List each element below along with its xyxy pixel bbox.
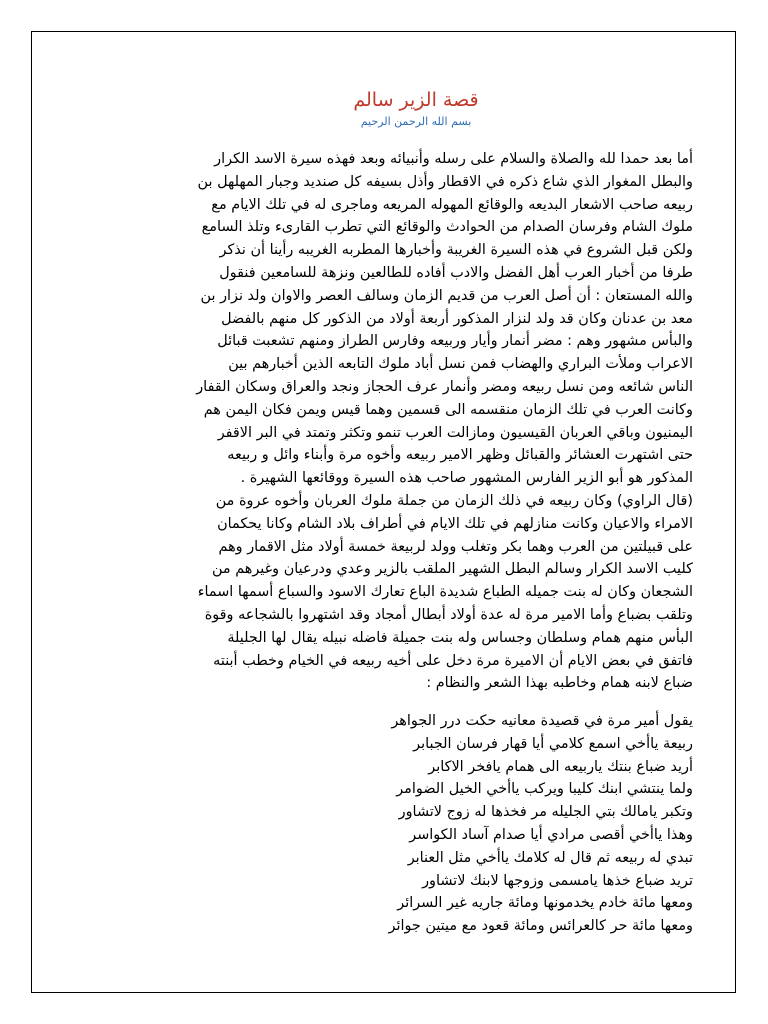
paragraph-line: ضباع لابنه همام وخاطبه بهذا الشعر والنظام : <box>426 675 693 692</box>
paragraph-line: البأس منهم همام وسلطان وجساس وله بنت جميلة فاضله نبيله يقال لها الجليلة <box>227 629 693 646</box>
poem-line: ربيعة ياأخي اسمع كلامي أيا قهار فرسان الجبابر <box>413 735 693 752</box>
paragraph-line: والله المستعان : أن أصل العرب من قديم الزمان وسالف العصر والاوان ولد نزار بن <box>200 287 693 304</box>
paragraph-line: فاتفق في بعض الايام أن الاميرة مرة دخل على أخيه ربيعه في الخيام وخطب أبنته <box>213 652 693 669</box>
poem-block <box>68 710 693 938</box>
paragraph-line: حتى اشتهرت العشائر والقبائل وظهر الامير ربيعه وأخوه مرة وأبناء وائل و ربيعه <box>227 447 693 464</box>
story-paragraph <box>68 148 693 695</box>
poem-line: أريد ضباع بنتك ياربيعه الى همام يافخر الاكابر <box>428 758 693 775</box>
poem-line: تبدي له ربيعه ثم قال له كلامك ياأخي مثل العنابر <box>407 849 693 866</box>
poem-line: ولما ينتشي ابنك كليبا ويركب ياأخي الخيل الضوامر <box>396 781 693 798</box>
document-title: قصة الزير سالم <box>353 89 479 111</box>
poem-line: تريد ضباع خذها يامسمى وزوجها لابنك لاتشاور <box>422 872 693 889</box>
paragraph-line: ربيعه صاحب الاشعار البديعه والوقائع المهوله المريعه وماجرى له في تلك الايام مع <box>211 196 693 213</box>
paragraph-line: المذكور هو أبو الزير الفارس المشهور صاحب هذه السيرة ووقائعها الشهيرة . <box>240 470 693 487</box>
paragraph-line: الاعراب وملأت البراري والهضاب فمن نسل أباد ملوك التابعه الذين أخبارهم بين <box>228 356 693 373</box>
poem-line: وتكبر يامالك بتي الجليله مر فخذها له زوج لاتشاور <box>398 804 693 821</box>
paragraph-line: اليمنيون وباقي العربان القيسيون ومازالت العرب تنمو وتكثر وتمتد في البر الاقفر <box>217 424 693 441</box>
paragraph-line: كليب الاسد الكرار وسالم البطل الشهير الملقب بالزير وعدي ودرعيان وغيرهم من <box>211 561 693 578</box>
paragraph-line: والبأس مشهور وهم : مضر أنمار وأيار وربيعه وفارس الطراز ومنهم تشعبت قبائل <box>217 333 693 350</box>
poem-line: يقول أمير مرة في قصيدة معانيه حكت درر الجواهر <box>391 713 693 729</box>
poem-line: وهذا ياأخي أقصى مرادي أيا صدام آساد الكواسر <box>409 826 693 843</box>
paragraph-line: ملوك الشام وفرسان الصدام من الحوادث والوقائع التي تطرب القارىء وتلذ السامع <box>201 219 693 236</box>
paragraph-line: طرفا من أخبار العرب أهل الفضل والادب أفاده للطالعين ونزهة للسامعين فنقول <box>219 264 693 281</box>
paragraph-line: الامراء والاعيان وكانت منازلهم في تلك الايام في أطراف بلاد الشام وكانا يحكمان <box>217 515 693 532</box>
document-subtitle: بسم الله الرحمن الرحيم <box>360 115 472 128</box>
paragraph-line: (قال الراوي) وكان ربيعه في ذلك الزمان من جملة ملوك العربان وأخوه عروة من <box>215 492 693 509</box>
paragraph-line: أما بعد حمدا لله والصلاة والسلام على رسله وأنبيائه وبعد فهذه سيرة الاسد الكرار <box>214 151 693 167</box>
paragraph-line: الناس شائعه ومن نسل ربيعه ومضر وأنمار عرف الحجاز ونجد والعراق وسكان القفار <box>196 378 693 395</box>
paragraph-line: الشجعان وكان له بنت جميله الطباع شديدة الباع تعارك الاسود والسباع أسمها اسماء <box>197 584 693 601</box>
paragraph-line: على قبيلتين من العرب وهما بكر وتغلب وولد لربيعة خمسة أولاد مثل الاقمار وهم <box>218 538 693 555</box>
paragraph-line: والبطل المغوار الذي شاع ذكره في الاقطار وأذل بسيفه كل صنديد وجبار المهلهل بن <box>197 173 693 190</box>
paragraph-line: ولكن قبل الشروع في هذه السيرة الغريبة وأخبارها المطربه الغريبه رأينا أن نذكر <box>219 242 693 259</box>
paragraph-line: وتلقب بضباع وأما الامير مرة له عدة أولاد أبطال أمجاد وقد اشتهروا بالشجاعه وقوة <box>204 606 693 623</box>
paragraph-line: وكانت العرب في تلك الزمان منقسمه الى قسمين وهما قيس ويمن فكان اليمن هم <box>203 401 693 418</box>
paragraph-line: معد بن عدنان وكان قد ولد لنزار المذكور أربعة أولاد من الذكور كل منهم بالفضل <box>221 310 693 327</box>
poem-line: ومعها مائة خادم يخدمونها ومائة جاريه غير السرائر <box>397 895 693 912</box>
poem-line: ومعها مائة حر كالعرائس ومائة قعود مع ميتين جوائر <box>388 918 693 935</box>
